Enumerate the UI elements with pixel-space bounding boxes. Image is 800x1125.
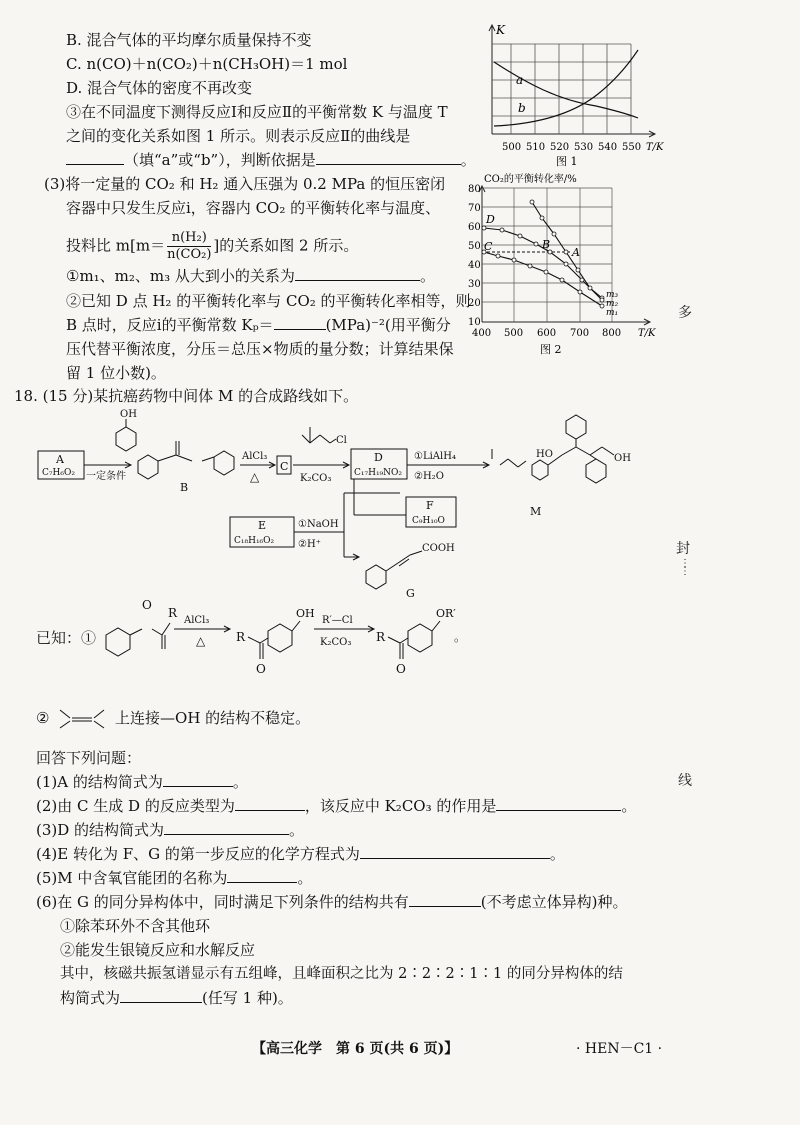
- part-3-q2-line1: ②已知 D 点 H₂ 的平衡转化率与 CO₂ 的平衡转化率相等，则: [66, 292, 471, 310]
- fig2-ytick-80: 80: [468, 184, 481, 195]
- known-alcl3: AlCl₃: [184, 615, 210, 626]
- fig1-caption: 图 1: [556, 155, 578, 168]
- answer-intro: 回答下列问题：: [36, 749, 142, 767]
- fig1-curve-a: a: [516, 73, 524, 87]
- series-m3: m₃: [606, 290, 619, 300]
- fig1-tick-520: 520: [550, 142, 570, 153]
- known-o2: O: [256, 662, 266, 676]
- scheme-alcl3: AlCl₃: [242, 451, 268, 462]
- part-3-line2: 容器中只发生反应ⅰ，容器内 CO₂ 的平衡转化率与温度、: [66, 199, 441, 217]
- fig2-title: CO₂的平衡转化率/%: [484, 174, 577, 185]
- part-3-line1: (3)将一定量的 CO₂ 和 H₂ 通入压强为 0.2 MPa 的恒压密闭: [44, 175, 446, 193]
- known-orp: OR′: [436, 607, 456, 620]
- fig2-xtick-500: 500: [504, 328, 524, 339]
- sub-question-6-line3: 构简式为 (任写 1 种)。: [60, 989, 293, 1007]
- q18-header: 18. (15 分)某抗癌药物中间体 M 的合成路线如下。: [14, 387, 359, 405]
- known-k2co3: K₂CO₃: [320, 637, 352, 648]
- fig1-ylabel: K: [496, 23, 505, 37]
- point-b: B: [542, 238, 551, 251]
- known-o: O: [142, 598, 152, 612]
- scheme-c-label: C: [280, 460, 289, 473]
- sub-question-3: (3)D 的结构简式为 。: [36, 821, 305, 839]
- condition-1: ①除苯环外不含其他环: [60, 917, 211, 935]
- scheme-phenol-oh: OH: [120, 409, 137, 420]
- sub-question-1: (1)A 的结构简式为 。: [36, 773, 248, 791]
- scheme-f-formula: C₉H₁₀O: [412, 516, 445, 526]
- margin-mark-3: 线: [678, 773, 692, 789]
- scheme-a-label: A: [56, 453, 64, 466]
- fig2-ytick-30: 30: [468, 279, 481, 290]
- scheme-m-ho: HO: [536, 449, 553, 460]
- scheme-delta: △: [250, 470, 260, 484]
- margin-mark-2: 封: [676, 541, 690, 557]
- known-reaction-1: [100, 595, 660, 695]
- scheme-cond1: 一定条件: [86, 471, 126, 482]
- fig2-ytick-60: 60: [468, 222, 481, 233]
- option-b: B. 混合气体的平均摩尔质量保持不变: [66, 31, 312, 49]
- scheme-step1: ①LiAlH₄: [414, 451, 456, 462]
- fig2-xtick-400: 400: [472, 328, 492, 339]
- series-m1: m₁: [606, 308, 619, 318]
- scheme-g-label: G: [406, 587, 415, 600]
- part3-line3: （填“a”或“b”），判断依据是 。: [66, 150, 476, 170]
- fig2-ytick-70: 70: [468, 203, 481, 214]
- alkene-structure: [54, 708, 110, 730]
- sub-question-4: (4)E 转化为 F、G 的第一步反应的化学方程式为 。: [36, 845, 565, 863]
- sub-question-6-line2: 其中，核磁共振氢谱显示有五组峰，且峰面积之比为 2∶2∶2∶1∶1 的同分异构体的结: [60, 966, 623, 982]
- scheme-b-label: B: [180, 481, 189, 494]
- footer-code: · HEN－C1 ·: [576, 1041, 663, 1057]
- fig2-ytick-20: 20: [468, 298, 481, 309]
- known-delta: △: [196, 634, 206, 648]
- fig1-xlabel: T/K: [646, 142, 664, 153]
- part-3-q1: ①m₁、m₂、m₃ 从大到小的关系为 。: [66, 267, 435, 285]
- margin-mark-1: 多: [678, 305, 692, 321]
- scheme-e-formula: C₁₈H₁₆O₂: [234, 536, 275, 546]
- fig2-ytick-50: 50: [468, 241, 481, 252]
- scheme-m-label: M: [530, 505, 542, 518]
- scheme-k2co3: K₂CO₃: [300, 473, 332, 484]
- sub-question-2: (2)由 C 生成 D 的反应类型为 ，该反应中 K₂CO₃ 的作用是 。: [36, 797, 637, 815]
- scheme-step2: ②H₂O: [414, 471, 444, 482]
- fig1-tick-540: 540: [598, 142, 618, 153]
- fig1-tick-510: 510: [526, 142, 546, 153]
- fig2-xtick-600: 600: [537, 328, 557, 339]
- part-3-q2-line3: 压代替平衡浓度，分压＝总压×物质的量分数；计算结果保: [66, 340, 454, 358]
- point-c: C: [484, 240, 493, 253]
- known-oh: OH: [296, 607, 315, 620]
- known-r2: R: [236, 630, 246, 644]
- fig2-xlabel: T/K: [638, 328, 656, 339]
- fig2-ytick-40: 40: [468, 260, 481, 271]
- fig2-xtick-800: 800: [602, 328, 622, 339]
- option-d: D. 混合气体的密度不再改变: [66, 79, 253, 97]
- point-d: D: [486, 213, 495, 226]
- fig2-xtick-700: 700: [570, 328, 590, 339]
- part3-line2: 之间的变化关系如图 1 所示。则表示反应Ⅱ的曲线是: [66, 127, 411, 145]
- scheme-a-formula: C₇H₆O₂: [42, 468, 75, 478]
- margin-dots: ⋮ ⋮: [680, 558, 690, 577]
- fig1-tick-530: 530: [574, 142, 594, 153]
- scheme-cooh: COOH: [422, 543, 455, 554]
- option-c: C. n(CO)＋n(CO₂)＋n(CH₃OH)＝1 mol: [66, 55, 348, 73]
- known-r1: R: [168, 606, 178, 620]
- scheme-cl: Cl: [336, 435, 347, 446]
- fig2-ytick-10: 10: [468, 317, 481, 328]
- known-label: 已知：①: [36, 629, 97, 647]
- curve-a-line: [494, 62, 638, 118]
- fig1-tick-550: 550: [622, 142, 642, 153]
- scheme-m-oh: OH: [614, 453, 631, 464]
- figure-1-chart: [478, 22, 678, 172]
- known-r3: R: [376, 630, 386, 644]
- scheme-d-formula: C₁₇H₁₉NO₂: [354, 468, 403, 478]
- curve-b-line: [494, 50, 638, 126]
- fig1-curve-b: b: [518, 101, 526, 115]
- known2: ② 上连接—OH 的结构不稳定。: [36, 708, 310, 730]
- scheme-f-label: F: [426, 499, 434, 512]
- scheme-d-label: D: [374, 451, 383, 464]
- part-3-q2-line4: 留 1 位小数)。: [66, 364, 166, 382]
- point-a: A: [572, 246, 580, 259]
- sub-question-6: (6)在 G 的同分异构体中，同时满足下列条件的结构共有 (不考虑立体异构)种。: [36, 893, 628, 911]
- scheme-naoh: ①NaOH: [298, 519, 339, 530]
- part3-line1: ③在不同温度下测得反应Ⅰ和反应Ⅱ的平衡常数 K 与温度 T: [66, 103, 448, 121]
- fig1-tick-500: 500: [502, 142, 522, 153]
- series-m2: m₂: [606, 299, 619, 309]
- part-3-line3: 投料比 m[m＝ $\frac{\text{n(H₂)}}{\text{n(CO₂)}}$ ]的关系如图 2 所示。: [66, 230, 359, 262]
- footer-page: 【高三化学 第 6 页(共 6 页)】: [252, 1041, 459, 1057]
- scheme-e-label: E: [258, 519, 267, 532]
- known-end: 。: [454, 630, 467, 644]
- condition-2: ②能发生银镜反应和水解反应: [60, 941, 256, 959]
- synthesis-scheme: [30, 405, 670, 605]
- known-rprime: R′—Cl: [322, 615, 353, 626]
- figure-2-chart: [462, 170, 672, 360]
- scheme-hplus: ②H⁺: [298, 539, 321, 550]
- known-o3: O: [396, 662, 406, 676]
- fig2-caption: 图 2: [540, 343, 562, 356]
- part-3-q2-line2: B 点时，反应ⅰ的平衡常数 Kₚ＝ (MPa)⁻²(用平衡分: [66, 316, 451, 334]
- sub-question-5: (5)M 中含氧官能团的名称为 。: [36, 869, 313, 887]
